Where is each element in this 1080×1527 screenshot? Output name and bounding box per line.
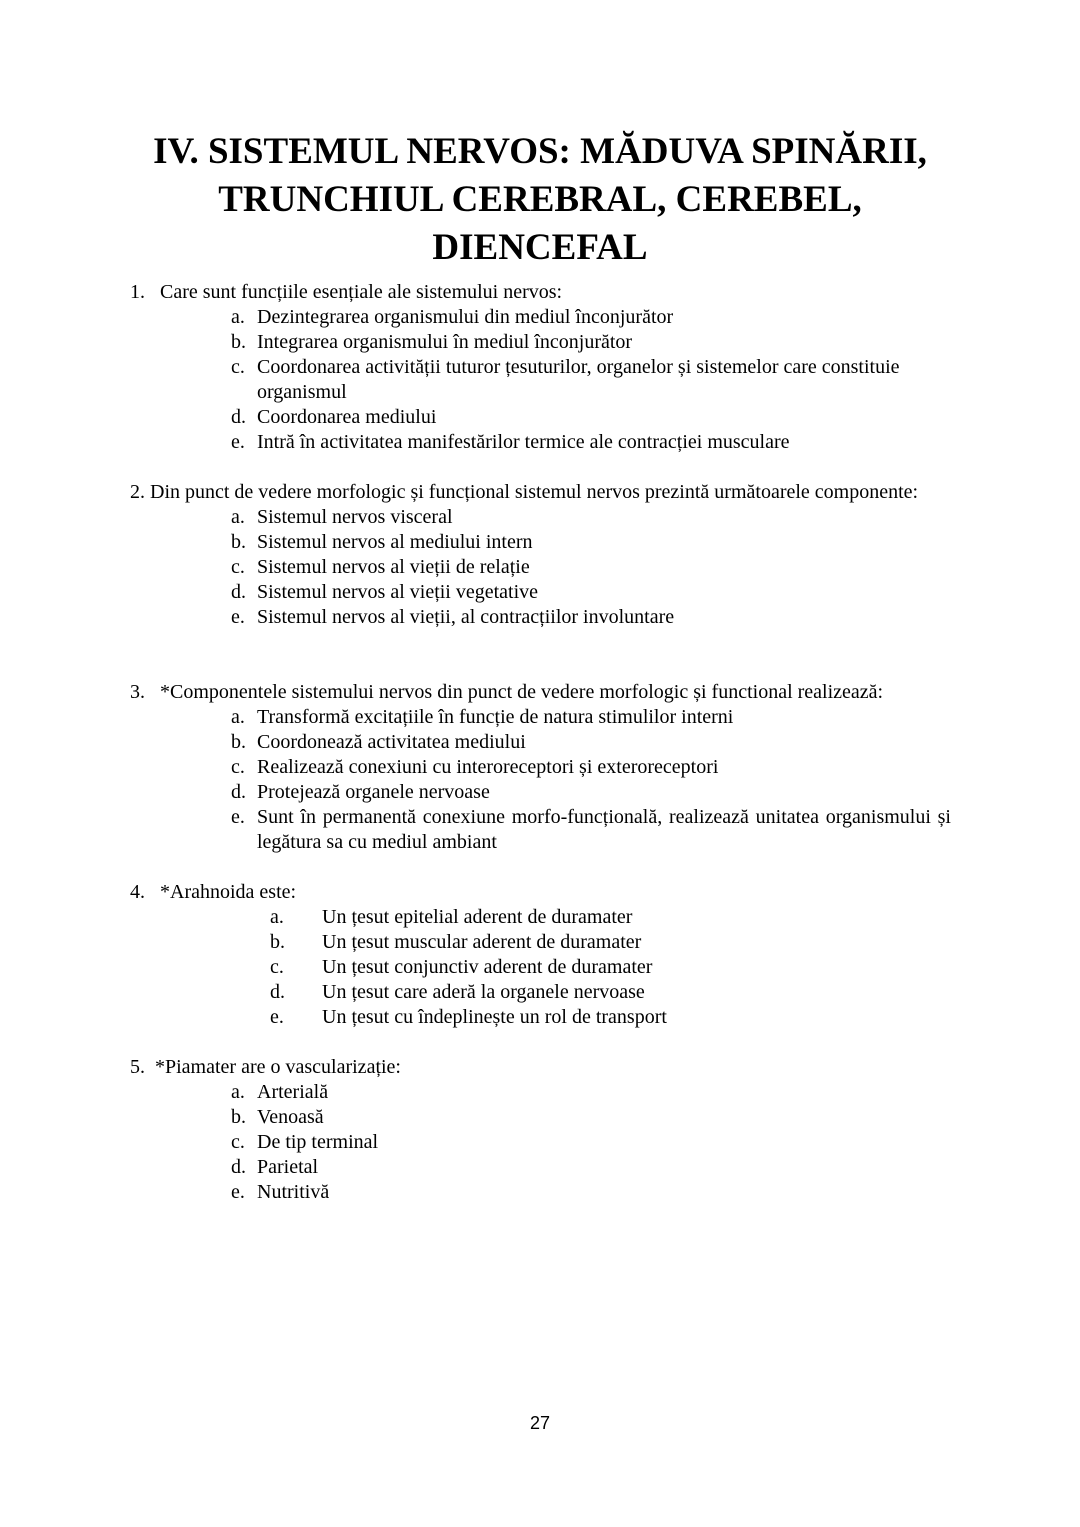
option-label: e. [231,1181,245,1203]
option-label: c. [270,956,284,978]
question-3 [130,680,951,855]
option-text: Sistemul nervos visceral [257,506,453,528]
option-list [130,1080,951,1205]
option-a [130,305,951,330]
option-c [130,755,951,780]
option-text: Coordonează activitatea mediului [257,731,526,753]
question-4 [130,880,951,1030]
option-label: b. [231,731,246,753]
question-number: 4. [130,881,145,903]
option-a [130,905,951,930]
option-text: Sistemul nervos al vieții de relație [257,556,530,578]
option-label: b. [270,931,285,953]
question-2 [130,480,951,630]
option-e [130,605,951,630]
option-list [130,705,951,855]
option-text: Intră în activitatea manifestărilor termice ale contracției musculare [257,431,790,453]
option-label: d. [231,781,246,803]
option-list [130,905,951,1030]
option-label: c. [231,1131,245,1153]
option-label: a. [231,1081,245,1103]
question-text: Din punct de vedere morfologic și funcțional sistemul nervos prezintă următoarele componente: [150,481,919,503]
option-text: Dezintegrarea organismului din mediul înconjurător [257,306,674,328]
option-text: Protejează organele nervoase [257,781,490,803]
page-title-line-3: DIENCEFAL [432,227,648,268]
option-list [130,305,951,455]
option-text: Realizează conexiuni cu interoreceptori și exteroreceptori [257,756,719,778]
option-a [130,505,951,530]
option-text: Un țesut care aderă la organele nervoase [322,981,645,1003]
page-title-line-2: TRUNCHIUL CEREBRAL, CEREBEL, [218,179,862,220]
question-text: *Arahnoida este: [160,881,297,903]
option-text: Un țesut conjunctiv aderent de duramater [322,956,653,978]
option-label: b. [231,331,246,353]
option-label: a. [231,306,245,328]
option-label: e. [270,1006,284,1028]
option-text: Nutritivă [257,1181,330,1203]
page-title [60,128,1020,272]
option-text: Sunt în permanentă conexiune morfo-funcțională, realizează unitatea organismului și legătura sa cu mediul ambiant [257,806,951,853]
option-text: Arterială [257,1081,329,1103]
option-c [130,1130,951,1155]
option-d [130,980,951,1005]
option-label: d. [231,1156,246,1178]
option-b [130,530,951,555]
option-label: e. [231,431,245,453]
option-text: Parietal [257,1156,319,1178]
option-label: c. [231,356,245,378]
option-c [130,955,951,980]
option-d [130,780,951,805]
option-label: d. [231,406,246,428]
option-e [130,805,951,855]
option-d [130,405,951,430]
question-5 [130,1055,951,1205]
option-label: b. [231,1106,246,1128]
question-number: 1. [130,281,145,303]
option-e [130,1005,951,1030]
option-c [130,355,951,405]
option-label: d. [231,581,246,603]
option-b [130,930,951,955]
option-b [130,1105,951,1130]
option-text: Integrarea organismului în mediul înconjurător [257,331,633,353]
option-label: b. [231,531,246,553]
question-number: 2. [130,481,145,503]
option-label: c. [231,556,245,578]
option-label: e. [231,606,245,628]
option-a [130,705,951,730]
question-text: Care sunt funcțiile esențiale ale sistemului nervos: [160,281,563,303]
option-text: De tip terminal [257,1131,379,1153]
option-e [130,1180,951,1205]
option-text: Coordonarea mediului [257,406,437,428]
question-number: 5. [130,1056,145,1078]
option-text: Un țesut cu îndeplinește un rol de transport [322,1006,667,1028]
option-text: Transformă excitațiile în funcție de natura stimulilor interni [257,706,734,728]
option-d [130,1155,951,1180]
question-text: *Piamater are o vascularizație: [155,1056,401,1078]
option-text: Sistemul nervos al mediului intern [257,531,533,553]
option-b [130,330,951,355]
option-label: a. [231,706,245,728]
option-label: c. [231,756,245,778]
page-number: 27 [529,1413,551,1433]
option-text: Coordonarea activității tuturor țesuturilor, organelor și sistemelor care constituie organismul [257,356,900,403]
option-text: Un țesut epitelial aderent de duramater [322,906,633,928]
option-label: a. [270,906,284,928]
option-text: Sistemul nervos al vieții, al contracțiilor involuntare [257,606,675,628]
option-text: Un țesut muscular aderent de duramater [322,931,642,953]
option-text: Sistemul nervos al vieții vegetative [257,581,539,603]
option-text: Venoasă [257,1106,324,1128]
option-d [130,580,951,605]
page-title-line-1: IV. SISTEMUL NERVOS: MĂDUVA SPINĂRII, [153,131,927,172]
question-1 [130,280,951,455]
option-label: e. [231,806,245,828]
option-a [130,1080,951,1105]
option-label: a. [231,506,245,528]
option-list [130,505,951,630]
option-label: d. [270,981,285,1003]
option-e [130,430,951,455]
option-b [130,730,951,755]
question-number: 3. [130,681,145,703]
option-c [130,555,951,580]
question-text: *Componentele sistemului nervos din punct de vedere morfologic și functional realizează: [160,681,884,703]
